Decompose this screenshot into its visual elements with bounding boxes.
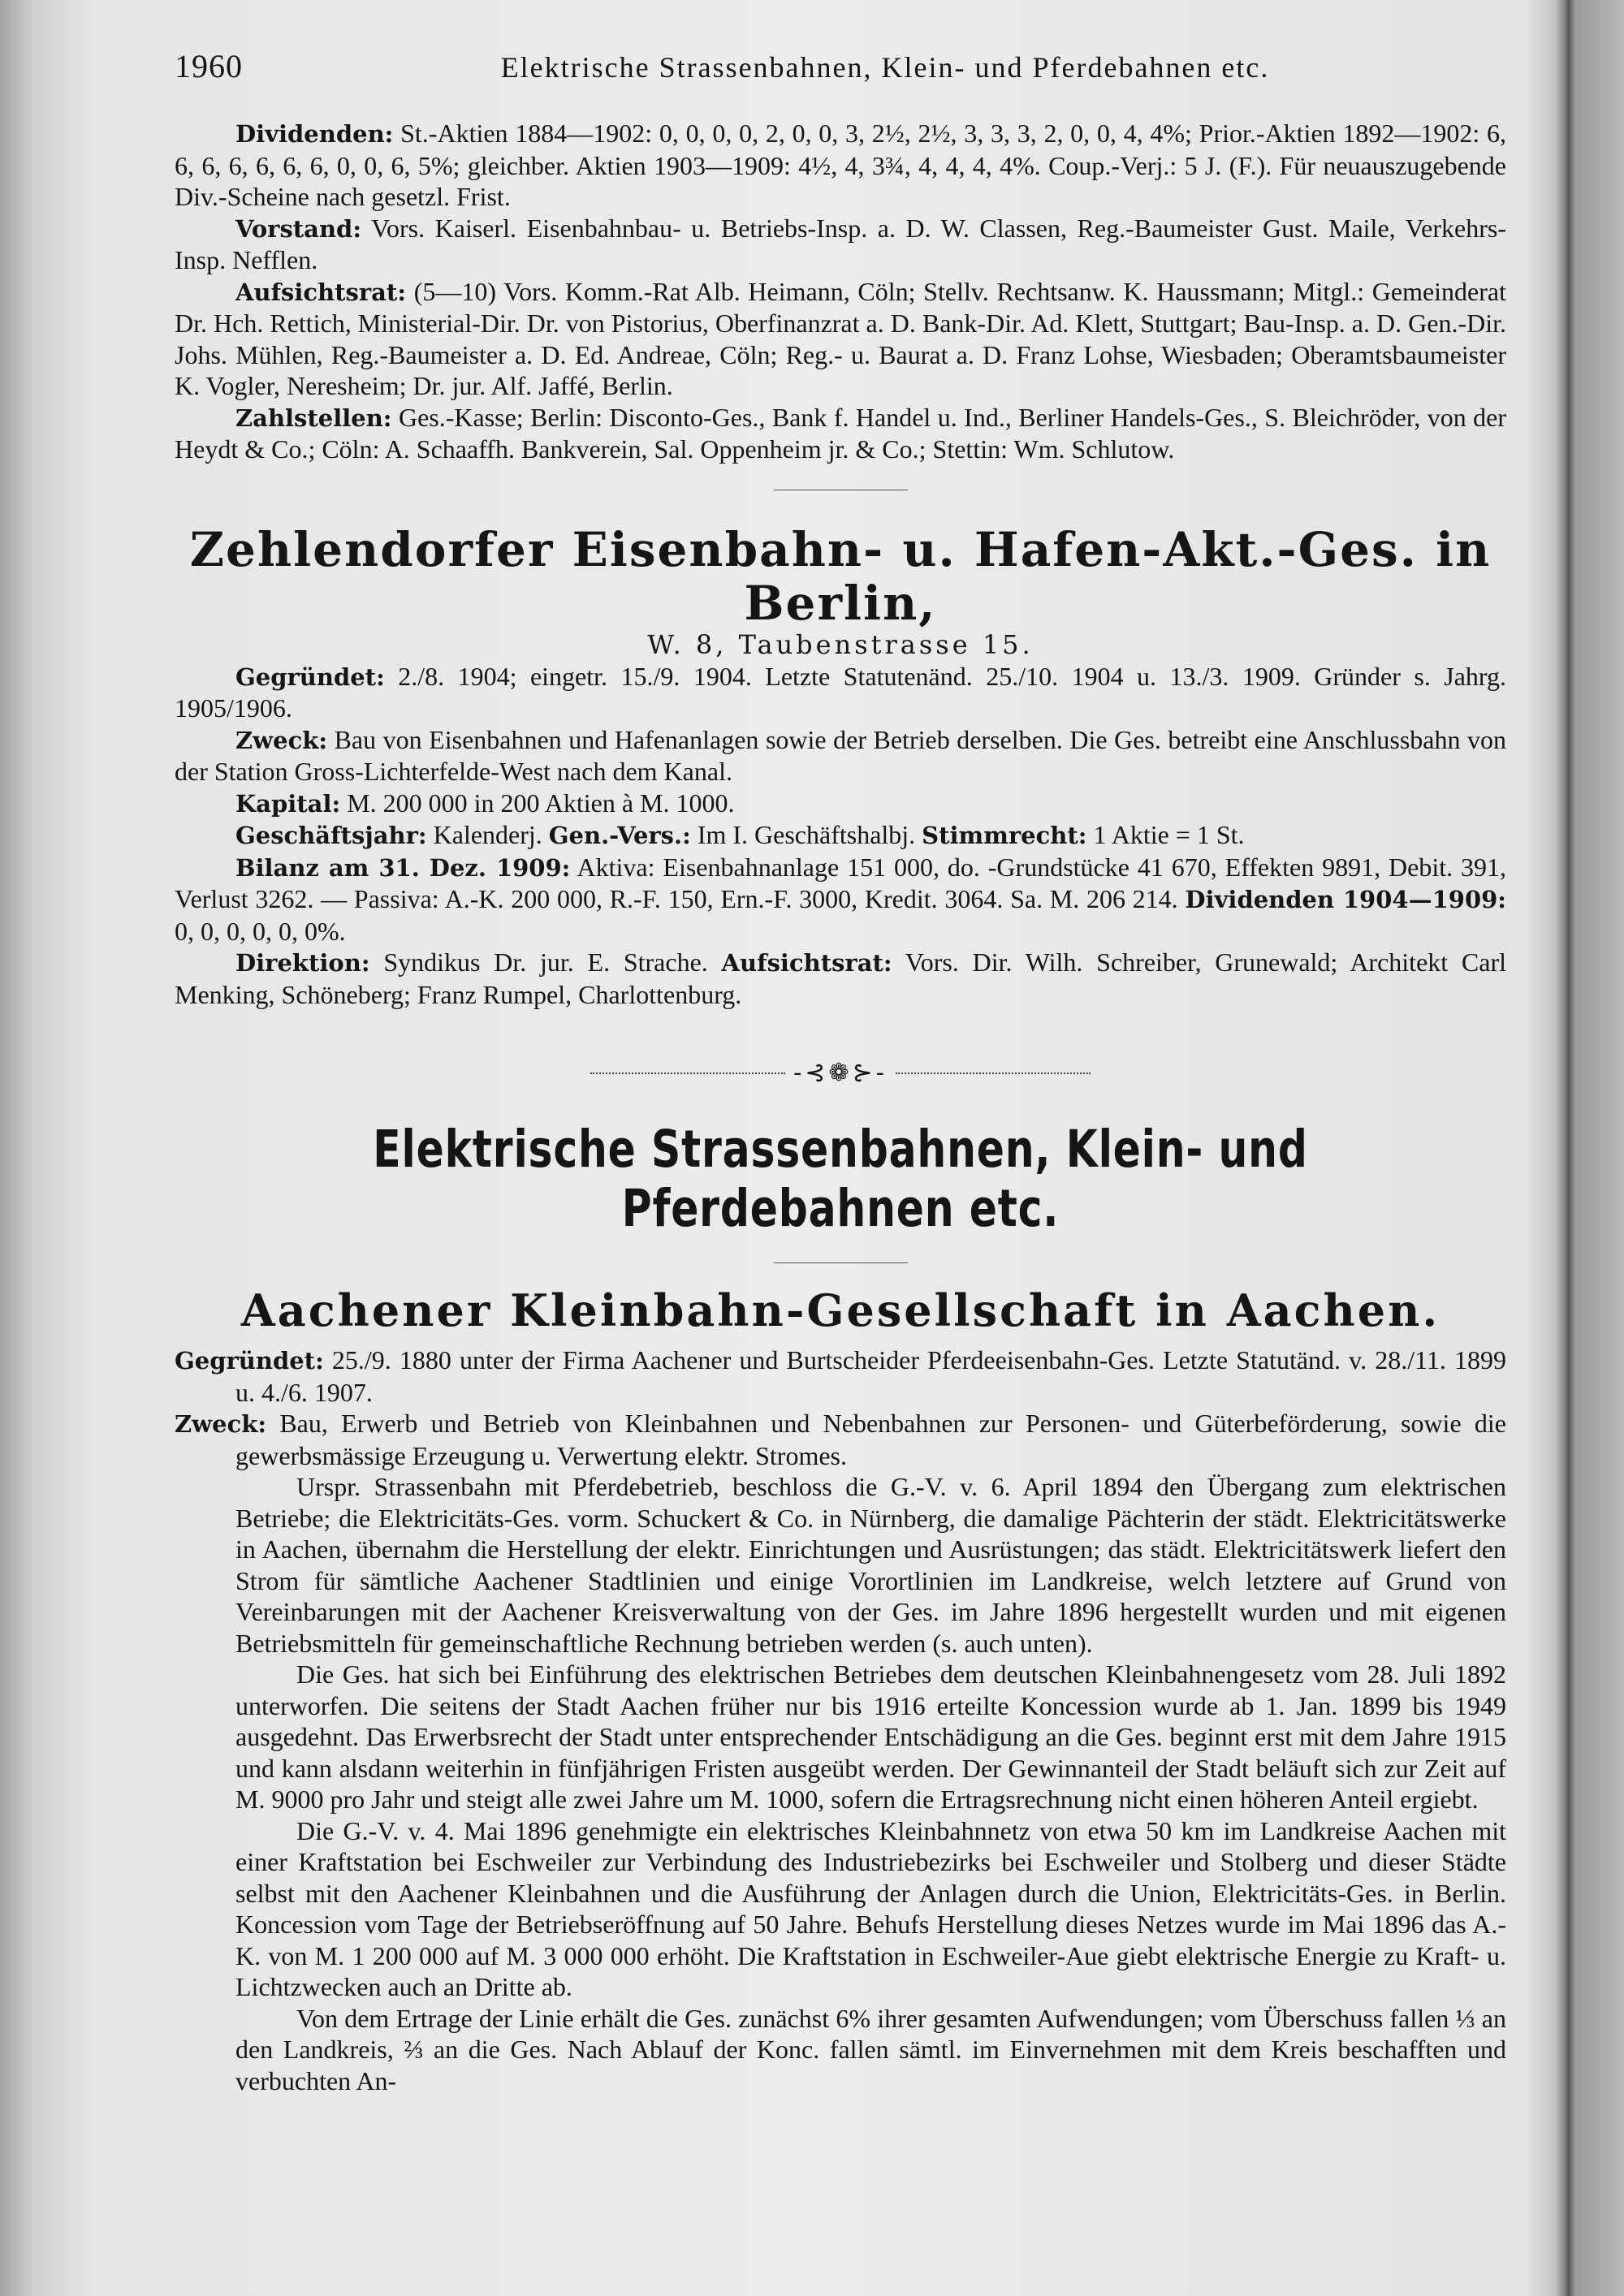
aachen-purpose	[175, 1408, 1506, 1471]
aachen-paragraph-1: Urspr. Strassenbahn mit Pferdebetrieb, beschloss die G.-V. v. 6. April 1894 den Übergang zum elektrischen Betriebe; die Elektricitäts-Ges. vorm. Schuckert & Co. in Nürnberg, die damalige Pächterin der städt. Elektricitätswerke in Aachen, übernahm die Herstellung der elektr. Einrichtungen und Ausrüstungen; das städt. Elektricitätswerk liefert den Strom für sämtliche Aachener Stadtlinien und einige Vorortlinien im Landkreise, welch letztere auf Grund von Vereinbarungen mit der Aachener Kreisverwaltung von der Ges. im Jahre 1896 hergestellt wurden und mit eigenen Betriebsmitteln für gemeinschaftliche Rechnung betrieben werden (s. auch unten).	[235, 1472, 1506, 1658]
aachen-paragraph-3: Die G.-V. v. 4. Mai 1896 genehmigte ein elektrisches Kleinbahnnetz von etwa 50 km im Landkreise Aachen mit einer Kraftstation bei Eschweiler zur Verbindung des Industriebezirks bei Eschweiler und Stolberg und dieser Städte selbst mit den Aachener Kleinbahnen und die Ausführung der Anlagen durch die Union, Elektricitäts-Ges. in Berlin. Koncession vom Tage der Betriebseröffnung auf 50 Jahre. Behufs Herstellung dieses Netzes wurde im Mai 1896 das A.-K. von M. 1 200 000 auf M. 3 000 000 erhöht. Die Kraftstation in Eschweiler-Aue giebt elektrische Energie zu Kraft- u. Lichtzwecken auch an Dritte ab.	[235, 1815, 1506, 2001]
prev-board-label: Vorstand:	[235, 214, 362, 243]
aachen-purpose-label: Zweck:	[175, 1410, 267, 1438]
running-header	[175, 47, 1506, 85]
section-divider	[774, 1262, 908, 1263]
ornament-left-line	[590, 1072, 785, 1074]
aachen-founded	[175, 1344, 1506, 1408]
page-number: 1960	[175, 48, 243, 84]
prev-supervisory-text: (5—10) Vors. Komm.-Rat Alb. Heimann, Cöln; Stellv. Rechtsanw. K. Haussmann; Mitgl.: Gemeinderat Dr. Hch. Rettich, Ministerial-Dir. Dr. von Pistorius, Oberfinanzrat a. D. Bank-Dir. Ad. Klett, Stuttgart; Bau-Insp. a. D. Gen.-Dir. Johs. Mühlen, Reg.-Baumeister a. D. Ed. Andreae, Cöln; Reg.- u. Baurat a. D. Franz Lohse, Wiesbaden; Oberamtsbaumeister K. Vogler, Neresheim; Dr. jur. Alf. Jaffé, Berlin.	[175, 276, 1507, 400]
zehlendorf-capital-label: Kapital:	[235, 789, 341, 818]
zehlendorf-direction-label: Direktion:	[235, 949, 370, 977]
ornament-flourish-icon: -⊰❁⊱-	[793, 1059, 888, 1087]
prev-paying-label: Zahlstellen:	[235, 404, 392, 432]
prev-supervisory	[175, 276, 1506, 402]
running-title: Elektrische Strassenbahnen, Klein- und Pferdebahnen etc.	[500, 51, 1270, 84]
zehlendorf-balance	[175, 852, 1506, 947]
aachen-purpose-text: Bau, Erwerb und Betrieb von Kleinbahnen und Nebenbahnen zur Personen- und Güterbeförderung, sowie die gewerbsmässige Erzeugung u. Verwertung elektr. Stromes.	[235, 1409, 1507, 1470]
aachen-paragraph-2: Die Ges. hat sich bei Einführung des elektrischen Betriebes dem deutschen Kleinbahnengesetz vom 28. Juli 1892 unterworfen. Die seitens der Stadt Aachen früher nur bis 1916 erteilte Koncession wurde ab 1. Jan. 1899 bis 1949 ausgedehnt. Das Erwerbsrecht der Stadt unter entsprechender Entschädigung an die Ges. beginnt erst mit dem Jahre 1915 und kann alsdann weiterhin in fünfjährigen Fristen ausgeübt werden. Der Gewinnanteil der Stadt beläuft sich zur Zeit auf M. 9000 pro Jahr und steigt alle zwei Jahre um M. 1000, sofern die Ertragsrechnung nicht einen höheren Anteil ergiebt.	[235, 1659, 1506, 1814]
zehlendorf-gm-text: Im I. Geschäftshalbj.	[697, 820, 916, 849]
zehlendorf-dividends-label: Dividenden 1904—1909:	[1185, 886, 1507, 913]
zehlendorf-purpose	[175, 724, 1506, 788]
zehlendorf-voting-label: Stimmrecht:	[922, 822, 1087, 849]
aachen-title: Aachener Kleinbahn-Gesellschaft in Aachen.	[240, 1284, 1440, 1336]
zehlendorf-founded-text: 2./8. 1904; eingetr. 15./9. 1904. Letzte Statutenänd. 25./10. 1904 u. 13./3. 1909. Gründer s. Jahrg. 1905/1906.	[175, 661, 1507, 723]
zehlendorf-purpose-text: Bau von Eisenbahnen und Hafenanlagen sowie der Betrieb derselben. Die Ges. betreibt eine Anschlussbahn von der Station Gross-Lichterfelde-West nach dem Kanal.	[175, 724, 1507, 786]
prev-paying-text: Ges.-Kasse; Berlin: Disconto-Ges., Bank f. Handel u. Ind., Berliner Handels-Ges., S. Bleichröder, von der Heydt & Co.; Cöln: A. Schaaffh. Bankverein, Sal. Oppenheim jr. & Co.; Stettin: Wm. Schlutow.	[175, 402, 1507, 464]
zehlendorf-balance-text: Aktiva: Eisenbahnanlage 151 000, do. -Grundstücke 41 670, Effekten 9891, Debit. 391, Verlust 3262. — Passiva: A.-K. 200 000, R.-F. 150, Ern.-F. 3000, Kredit. 3064. Sa. M. 206 214.	[175, 852, 1507, 913]
zehlendorf-capital-text: M. 200 000 in 200 Aktien à M. 1000.	[347, 788, 735, 818]
zehlendorf-direction-text: Syndikus Dr. jur. E. Strache.	[383, 947, 708, 977]
section-title: Elektrische Strassenbahnen, Klein- und Pferdebahnen etc.	[373, 1120, 1308, 1238]
zehlendorf-supervisory-label: Aufsichtsrat:	[721, 949, 892, 977]
prev-paying-agents	[175, 402, 1506, 465]
previous-entry	[175, 118, 1506, 465]
ornament-right-line	[896, 1072, 1091, 1074]
prev-board	[175, 213, 1506, 276]
section-ornament	[175, 1059, 1506, 1087]
zehlendorf-direction	[175, 947, 1506, 1010]
zehlendorf-voting-text: 1 Aktie = 1 St.	[1093, 820, 1245, 849]
prev-dividends-text: St.-Aktien 1884—1902: 0, 0, 0, 0, 2, 0, 0, 3, 2½, 2½, 3, 3, 3, 2, 0, 0, 4, 4%; Prior.-Aktien 1892—1902: 6, 6, 6, 6, 6, 6, 6, 0, 0, 6, 5%; gleichber. Aktien 1903—1909: 4½, 4, 3¾, 4, 4, 4, 4%. Coup.-Verj.: 5 J. (F.). Für neuauszugebende Div.-Scheine nach gesetzl. Frist.	[175, 119, 1507, 211]
zehlendorf-dividends-text: 0, 0, 0, 0, 0, 0%.	[175, 916, 346, 946]
zehlendorf-capital	[175, 788, 1506, 820]
aachen-paragraph-4: Von dem Ertrage der Linie erhält die Ges. zunächst 6% ihrer gesamten Aufwendungen; vom Überschuss fallen ⅓ an den Landkreis, ⅔ an die Ges. Nach Ablauf der Konc. fallen sämtl. im Einvernehmen mit dem Kreis beschafften und verbuchten An-	[235, 2003, 1506, 2095]
aachen-entry	[175, 1284, 1506, 2096]
zehlendorf-fiscal-label: Geschäftsjahr:	[235, 822, 427, 849]
prev-board-text: Vors. Kaiserl. Eisenbahnbau- u. Betriebs-Insp. a. D. W. Classen, Reg.-Baumeister Gust. Maile, Verkehrs-Insp. Nefflen.	[175, 213, 1507, 274]
zehlendorf-founded	[175, 661, 1506, 724]
zehlendorf-title: Zehlendorfer Eisenbahn- u. Hafen-Akt.-Ges. in Berlin,	[189, 521, 1492, 631]
zehlendorf-balance-label: Bilanz am 31. Dez. 1909:	[235, 853, 571, 882]
prev-dividends	[175, 118, 1506, 213]
aachen-founded-label: Gegründet:	[175, 1347, 324, 1375]
prev-dividends-label: Dividenden:	[235, 120, 394, 148]
zehlendorf-founded-label: Gegründet:	[235, 662, 385, 691]
zehlendorf-address: W. 8, Taubenstrasse 15.	[647, 628, 1034, 660]
zehlendorf-fiscal-text: Kalenderj.	[433, 820, 542, 849]
prev-supervisory-label: Aufsichtsrat:	[235, 278, 407, 306]
zehlendorf-purpose-label: Zweck:	[235, 726, 328, 754]
zehlendorf-gm-label: Gen.-Vers.:	[548, 822, 691, 849]
page-body	[175, 47, 1506, 2096]
zehlendorf-entry	[175, 523, 1506, 1011]
aachen-founded-text: 25./9. 1880 unter der Firma Aachener und Burtscheider Pferdeeisenbahn-Ges. Letzte Statutänd. v. 28./11. 1899 u. 4./6. 1907.	[235, 1345, 1507, 1407]
zehlendorf-fiscal-meeting-voting	[175, 819, 1506, 852]
zehlendorf-supervisory-text: Vors. Dir. Wilh. Schreiber, Grunewald; Architekt Carl Menking, Schöneberg; Franz Rumpel, Charlottenburg.	[175, 947, 1507, 1009]
